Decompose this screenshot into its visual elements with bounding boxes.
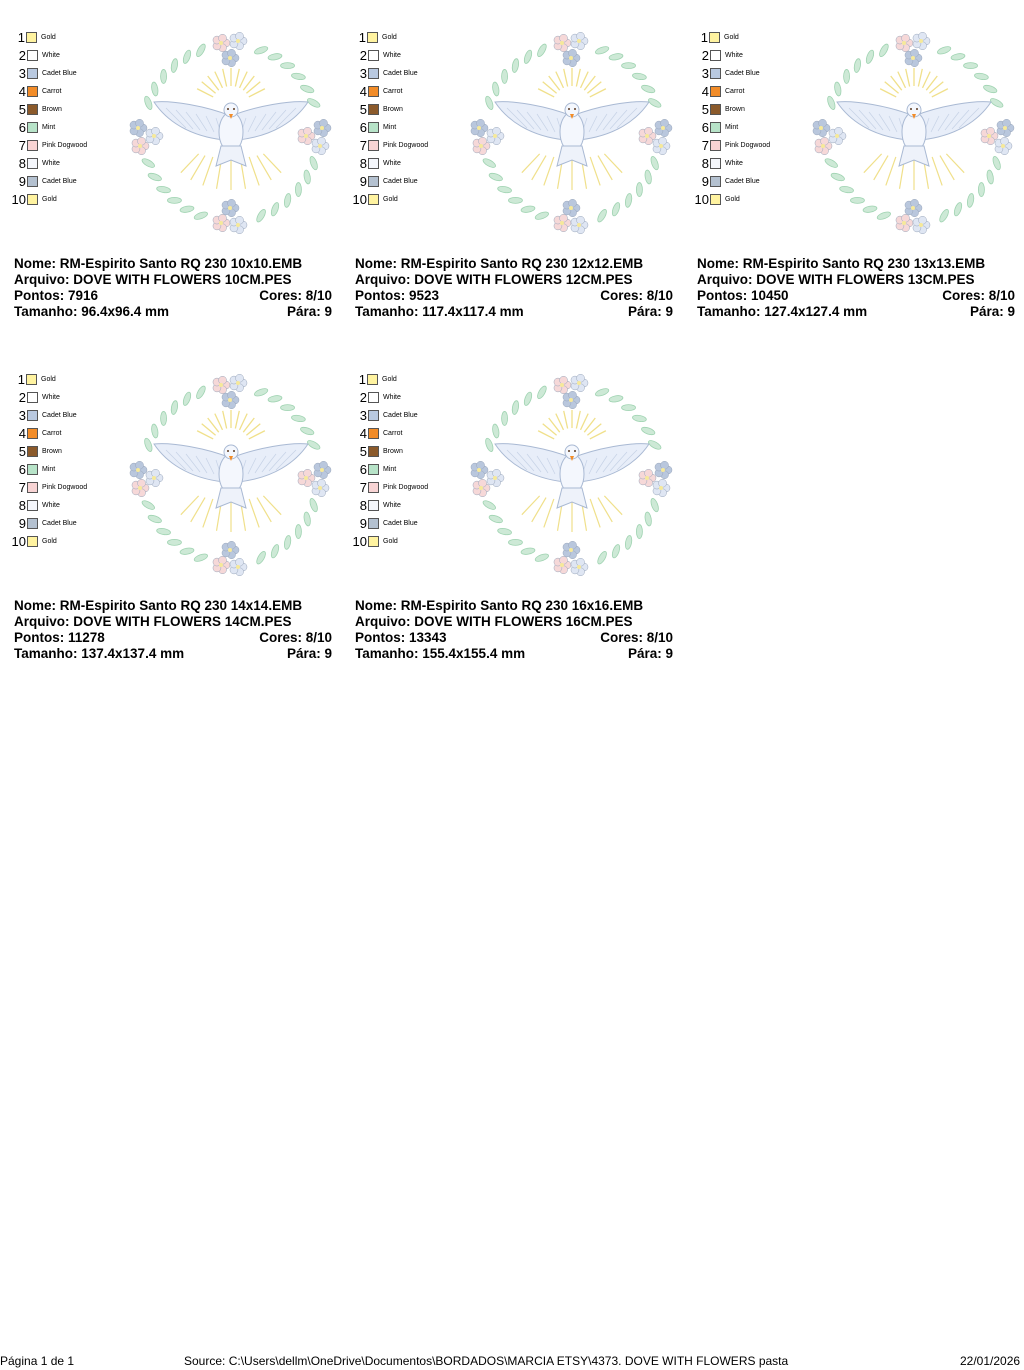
color-swatch [368,50,379,61]
palette-entry [14,514,87,532]
palette-color-name: Brown [42,105,62,113]
palette-number: 2 [359,47,367,63]
design-info [14,598,332,662]
palette-color-name: Gold [382,375,397,383]
palette-entry [354,370,428,388]
color-swatch [367,374,378,385]
palette-color-name: Mint [42,123,56,131]
palette-number: 8 [359,497,367,513]
design-file: Arquivo: DOVE WITH FLOWERS 14CM.PES [14,614,292,629]
design-card [352,28,675,348]
color-swatch [710,140,721,151]
palette-color-name: Cadet Blue [383,519,418,527]
color-swatch [27,140,38,151]
color-swatch [368,536,379,547]
stop-count: Pára: 9 [286,304,332,319]
print-date: 22/01/2026 [960,1354,1021,1368]
palette-entry [14,388,87,406]
color-swatch [367,32,378,43]
design-name: Nome: RM-Espirito Santo RQ 230 16x16.EMB [355,598,644,613]
palette-entry [14,460,87,478]
palette-entry [355,460,428,478]
palette-color-name: Cadet Blue [383,411,418,419]
design-file: Arquivo: DOVE WITH FLOWERS 10CM.PES [14,272,292,287]
dove-embroidery-preview [467,370,677,580]
design-card [352,370,675,690]
palette-number: 2 [359,389,367,405]
palette-number: 8 [18,155,26,171]
palette-color-name: Pink Dogwood [725,141,771,149]
design-size: Tamanho: 96.4x96.4 mm [14,304,170,319]
palette-entry [697,154,770,172]
stop-count: Pára: 9 [969,304,1015,319]
palette-entry [355,154,428,172]
color-swatch [27,518,38,529]
palette-color-name: White [42,393,60,401]
stitch-count: Pontos: 13343 [355,630,447,645]
palette-number: 6 [701,119,709,135]
color-swatch [27,104,38,115]
palette-entry [355,424,428,442]
palette-entry [14,64,87,82]
palette-number: 5 [359,101,367,117]
palette-entry [355,442,428,460]
palette-color-name: Pink Dogwood [383,483,429,491]
color-swatch [27,464,38,475]
palette-color-name: White [42,159,60,167]
palette-entry [14,82,87,100]
palette-color-name: Cadet Blue [383,177,418,185]
palette-number: 4 [359,425,367,441]
palette-color-name: Brown [42,447,62,455]
palette-color-name: Pink Dogwood [383,141,429,149]
palette-entry [697,82,770,100]
palette-entry [697,46,770,64]
color-swatch [27,500,38,511]
color-swatch [368,518,379,529]
palette-number: 4 [18,83,26,99]
palette-color-name: White [383,51,401,59]
color-swatch [710,194,721,205]
palette-number: 1 [358,371,366,387]
color-swatch [710,86,721,97]
palette-color-name: White [383,159,401,167]
palette-color-name: Brown [383,447,403,455]
palette-entry [355,136,428,154]
palette-entry [355,118,428,136]
color-swatch [27,446,38,457]
palette-entry [14,406,87,424]
palette-color-name: Carrot [725,87,745,95]
palette-entry [14,154,87,172]
palette-entry [697,136,770,154]
palette-entry [697,64,770,82]
palette-color-name: Gold [383,537,398,545]
palette-number: 3 [701,65,709,81]
palette-color-name: Pink Dogwood [42,483,88,491]
color-swatch [27,410,38,421]
dove-embroidery-preview [809,28,1019,238]
color-palette [11,28,88,208]
palette-entry [696,28,770,46]
palette-entry [14,100,87,118]
palette-entry [355,388,428,406]
palette-entry [355,64,428,82]
palette-entry [352,532,428,550]
palette-number: 5 [18,443,26,459]
color-swatch [27,122,38,133]
color-palette [352,370,429,550]
palette-number: 10 [11,191,26,207]
color-swatch [27,158,38,169]
palette-entry [354,28,428,46]
color-swatch [368,158,379,169]
palette-color-name: White [725,51,743,59]
color-swatch [368,176,379,187]
color-count: Cores: 8/10 [600,288,673,303]
palette-number: 6 [359,461,367,477]
palette-number: 9 [701,173,709,189]
color-palette [694,28,771,208]
color-count: Cores: 8/10 [259,630,332,645]
palette-entry [14,46,87,64]
palette-number: 9 [18,173,26,189]
color-swatch [27,482,38,493]
dove-embroidery-preview [126,370,336,580]
page-number: Página 1 de 1 [0,1354,75,1368]
palette-number: 10 [352,533,367,549]
palette-color-name: Cadet Blue [383,69,418,77]
color-swatch [710,68,721,79]
palette-entry [14,478,87,496]
design-name: Nome: RM-Espirito Santo RQ 230 10x10.EMB [14,256,303,271]
palette-entry [694,190,770,208]
color-count: Cores: 8/10 [942,288,1015,303]
design-card [11,370,334,690]
palette-number: 8 [701,155,709,171]
color-swatch [27,50,38,61]
palette-color-name: Carrot [42,87,62,95]
palette-color-name: Carrot [383,429,403,437]
palette-number: 5 [701,101,709,117]
stop-count: Pára: 9 [627,304,673,319]
palette-entry [355,514,428,532]
palette-number: 4 [701,83,709,99]
color-swatch [368,140,379,151]
color-swatch [368,86,379,97]
palette-entry [14,136,87,154]
design-file: Arquivo: DOVE WITH FLOWERS 13CM.PES [697,272,975,287]
color-swatch [368,446,379,457]
palette-color-name: Gold [41,375,56,383]
palette-entry [355,100,428,118]
palette-color-name: Gold [42,537,57,545]
design-name: Nome: RM-Espirito Santo RQ 230 12x12.EMB [355,256,644,271]
design-size: Tamanho: 155.4x155.4 mm [355,646,526,661]
color-swatch [710,122,721,133]
design-card [694,28,1017,348]
palette-number: 7 [18,479,26,495]
palette-entry [355,82,428,100]
palette-number: 9 [18,515,26,531]
palette-color-name: Mint [383,123,397,131]
design-info [697,256,1015,320]
palette-color-name: Brown [725,105,745,113]
color-swatch [26,374,37,385]
color-swatch [368,482,379,493]
color-swatch [27,176,38,187]
design-name: Nome: RM-Espirito Santo RQ 230 13x13.EMB [697,256,986,271]
design-file: Arquivo: DOVE WITH FLOWERS 12CM.PES [355,272,633,287]
palette-number: 2 [18,47,26,63]
palette-number: 7 [359,137,367,153]
palette-number: 10 [694,191,709,207]
palette-number: 7 [701,137,709,153]
palette-entry [352,190,428,208]
palette-color-name: Carrot [42,429,62,437]
palette-number: 3 [359,65,367,81]
color-swatch [368,500,379,511]
stop-count: Pára: 9 [286,646,332,661]
color-palette [352,28,429,208]
palette-number: 9 [359,173,367,189]
palette-number: 6 [18,119,26,135]
color-swatch [368,68,379,79]
palette-color-name: Gold [42,195,57,203]
palette-entry [697,172,770,190]
palette-entry [355,406,428,424]
palette-entry [14,424,87,442]
palette-number: 8 [18,497,26,513]
color-swatch [27,86,38,97]
palette-number: 1 [17,29,25,45]
design-name: Nome: RM-Espirito Santo RQ 230 14x14.EMB [14,598,303,613]
color-swatch [368,104,379,115]
color-palette [11,370,88,550]
design-size: Tamanho: 127.4x127.4 mm [697,304,868,319]
color-count: Cores: 8/10 [600,630,673,645]
palette-color-name: Cadet Blue [42,177,77,185]
palette-color-name: Carrot [383,87,403,95]
palette-color-name: Cadet Blue [42,69,77,77]
palette-number: 6 [359,119,367,135]
palette-number: 9 [359,515,367,531]
dove-embroidery-preview [126,28,336,238]
palette-entry [697,100,770,118]
palette-entry [355,496,428,514]
color-swatch [368,392,379,403]
palette-color-name: Cadet Blue [725,69,760,77]
palette-color-name: Gold [382,33,397,41]
palette-number: 10 [352,191,367,207]
palette-number: 6 [18,461,26,477]
color-swatch [710,158,721,169]
palette-number: 5 [18,101,26,117]
color-swatch [710,50,721,61]
design-info [355,598,673,662]
palette-entry [14,172,87,190]
palette-entry [11,532,87,550]
palette-entry [14,118,87,136]
palette-entry [14,496,87,514]
palette-color-name: White [42,51,60,59]
stop-count: Pára: 9 [627,646,673,661]
palette-number: 3 [359,407,367,423]
color-swatch [26,32,37,43]
palette-color-name: White [383,501,401,509]
palette-color-name: Gold [41,33,56,41]
design-size: Tamanho: 137.4x137.4 mm [14,646,185,661]
palette-number: 3 [18,65,26,81]
dove-embroidery-preview [467,28,677,238]
palette-color-name: Cadet Blue [725,177,760,185]
palette-number: 2 [701,47,709,63]
color-swatch [27,68,38,79]
stitch-count: Pontos: 11278 [14,630,105,645]
palette-color-name: Mint [42,465,56,473]
palette-entry [355,478,428,496]
color-swatch [368,194,379,205]
color-swatch [368,122,379,133]
palette-number: 1 [700,29,708,45]
palette-number: 1 [17,371,25,387]
palette-color-name: White [725,159,743,167]
color-count: Cores: 8/10 [259,288,332,303]
color-swatch [27,194,38,205]
color-swatch [710,104,721,115]
palette-color-name: Cadet Blue [42,411,77,419]
design-size: Tamanho: 117.4x117.4 mm [355,304,524,319]
palette-color-name: White [42,501,60,509]
palette-number: 3 [18,407,26,423]
palette-color-name: White [383,393,401,401]
palette-color-name: Cadet Blue [42,519,77,527]
color-swatch [27,536,38,547]
palette-number: 7 [359,479,367,495]
palette-entry [13,370,87,388]
palette-entry [13,28,87,46]
stitch-count: Pontos: 9523 [355,288,440,303]
color-swatch [368,464,379,475]
palette-number: 1 [358,29,366,45]
palette-color-name: Mint [725,123,739,131]
palette-entry [697,118,770,136]
stitch-count: Pontos: 7916 [14,288,99,303]
palette-number: 5 [359,443,367,459]
palette-color-name: Pink Dogwood [42,141,88,149]
color-swatch [368,428,379,439]
palette-number: 7 [18,137,26,153]
palette-entry [355,172,428,190]
palette-color-name: Gold [725,195,740,203]
palette-entry [355,46,428,64]
palette-number: 2 [18,389,26,405]
color-swatch [710,176,721,187]
color-swatch [27,428,38,439]
palette-number: 10 [11,533,26,549]
color-swatch [709,32,720,43]
palette-color-name: Gold [724,33,739,41]
palette-entry [14,442,87,460]
color-swatch [368,410,379,421]
palette-entry [11,190,87,208]
design-file: Arquivo: DOVE WITH FLOWERS 16CM.PES [355,614,633,629]
design-info [14,256,332,320]
palette-color-name: Gold [383,195,398,203]
color-swatch [27,392,38,403]
design-info [355,256,673,320]
palette-color-name: Brown [383,105,403,113]
stitch-count: Pontos: 10450 [697,288,789,303]
source-path: Source: C:\Users\dellm\OneDrive\Documentos\BORDADOS\MARCIA ETSY\4373. DOVE WITH FLOWERS pasta [184,1354,789,1368]
palette-number: 4 [359,83,367,99]
palette-number: 4 [18,425,26,441]
design-card [11,28,334,348]
palette-color-name: Mint [383,465,397,473]
palette-number: 8 [359,155,367,171]
